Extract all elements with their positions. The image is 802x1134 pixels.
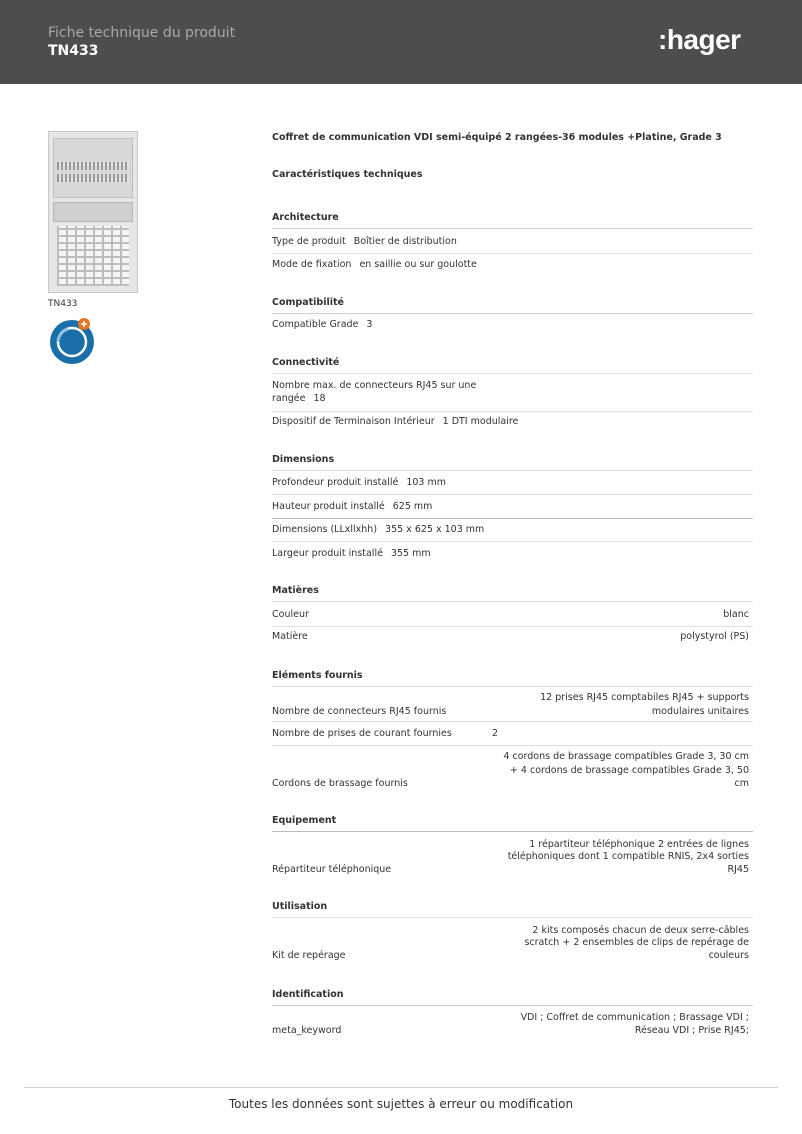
section-title-utilisation: Utilisation [272,901,753,918]
header-subtitle: Fiche technique du produit [48,25,236,41]
spec-row [272,692,753,722]
spec-row [272,631,753,649]
spec-row [272,839,753,881]
section-title-dimensions: Dimensions [272,454,753,471]
footer-divider [24,1087,778,1088]
spec-value: couleurs [708,950,749,961]
spec-row [272,416,753,434]
spec-key: Dispositif de Terminaison Intérieur [272,416,435,427]
spec-row [272,751,753,793]
spec-value: Réseau VDI ; Prise RJ45; [634,1025,749,1036]
spec-value: 355 mm [390,548,431,559]
spec-key: Profondeur produit installé [272,477,399,488]
spec-key: Nombre de prises de courant fournies [272,728,452,739]
spec-value: 2 [492,728,499,739]
spec-value: 4 cordons de brassage compatibles Grade 3, 30 cm [503,751,749,762]
section-title-architecture: Architecture [272,212,753,229]
spec-value: 12 prises RJ45 comptabiles RJ45 + supports [540,692,749,703]
spec-value: VDI ; Coffret de communication ; Brassage VDI ; [520,1012,749,1023]
spec-row [272,477,753,495]
spec-row [272,925,753,967]
spec-value: cm [734,778,749,789]
spec-row [272,728,753,746]
section-title-identification: Identification [272,989,753,1006]
footer-disclaimer: Toutes les données sont sujettes à erreur ou modification [228,1097,574,1111]
spec-key: Mode de fixation [272,259,352,270]
spec-value: 3 [366,319,373,330]
header-reference: TN433 [48,43,99,59]
spec-key: Compatible Grade [272,319,359,330]
hager-logo: :hager [658,24,741,55]
spec-row [272,319,753,337]
spec-key: Répartiteur téléphonique [272,864,392,875]
spec-key: Hauteur produit installé [272,501,385,512]
spec-value: 1 répartiteur téléphonique 2 entrées de lignes [529,839,749,850]
spec-key: Couleur [272,609,309,620]
spec-value: modulaires unitaires [651,706,749,717]
spec-key: Kit de repérage [272,950,346,961]
spec-key: Matière [272,631,308,642]
spec-row [272,1012,753,1042]
spec-value: 2 kits composés chacun de deux serre-câbles [532,925,749,936]
spec-row [272,501,753,519]
spec-key: Dimensions (LLxllxhh) [272,524,378,535]
spec-value: 1 DTI modulaire [442,416,519,427]
spec-key: Type de produit [272,236,346,247]
product-title: Coffret de communication VDI semi-équipé 2 rangées-36 modules +Platine, Grade 3 [272,132,722,143]
spec-row [272,380,753,412]
spec-row [272,259,753,277]
product-sidebar [48,131,148,365]
spec-value: polystyrol (PS) [680,631,749,642]
spec-row [272,548,753,566]
spec-key: rangée [272,393,306,404]
spec-value: 625 mm [392,501,433,512]
spec-key: Largeur produit installé [272,548,383,559]
page-header [0,0,802,84]
spec-value: en saillie ou sur goulotte [359,259,477,270]
spec-key: Cordons de brassage fournis [272,778,408,789]
spec-row [272,609,753,627]
spec-key: Nombre de connecteurs RJ45 fournis [272,706,447,717]
section-title-equipement: Equipement [272,815,753,832]
spec-value: scratch + 2 ensembles de clips de repérage de [524,937,749,948]
product-image [48,131,138,293]
spec-value: téléphoniques dont 1 compatible RNIS, 2x4 sorties [507,851,749,862]
spec-value: + 4 cordons de brassage compatibles Grade 3, 50 [509,765,749,776]
spec-value: RJ45 [727,864,749,875]
section-title-compatibilite: Compatibilité [272,297,753,314]
product-image-label: TN433 [48,299,78,309]
spec-value: 18 [313,393,326,404]
spec-value: 103 mm [406,477,446,488]
spec-row [272,524,753,542]
spec-value: 355 x 625 x 103 mm [385,524,485,535]
specifications-heading: Caractéristiques techniques [272,169,423,180]
spec-row [272,236,753,254]
spec-key: Nombre max. de connecteurs RJ45 sur une [272,380,477,391]
section-title-connectivite: Connectivité [272,357,753,374]
spec-value: blanc [723,609,749,620]
quick-connect-badge-icon [48,317,96,365]
spec-key: meta_keyword [272,1025,342,1036]
spec-value: Boîtier de distribution [353,236,457,247]
section-title-elements-fournis: Eléments fournis [272,670,753,687]
section-title-matieres: Matières [272,585,753,602]
